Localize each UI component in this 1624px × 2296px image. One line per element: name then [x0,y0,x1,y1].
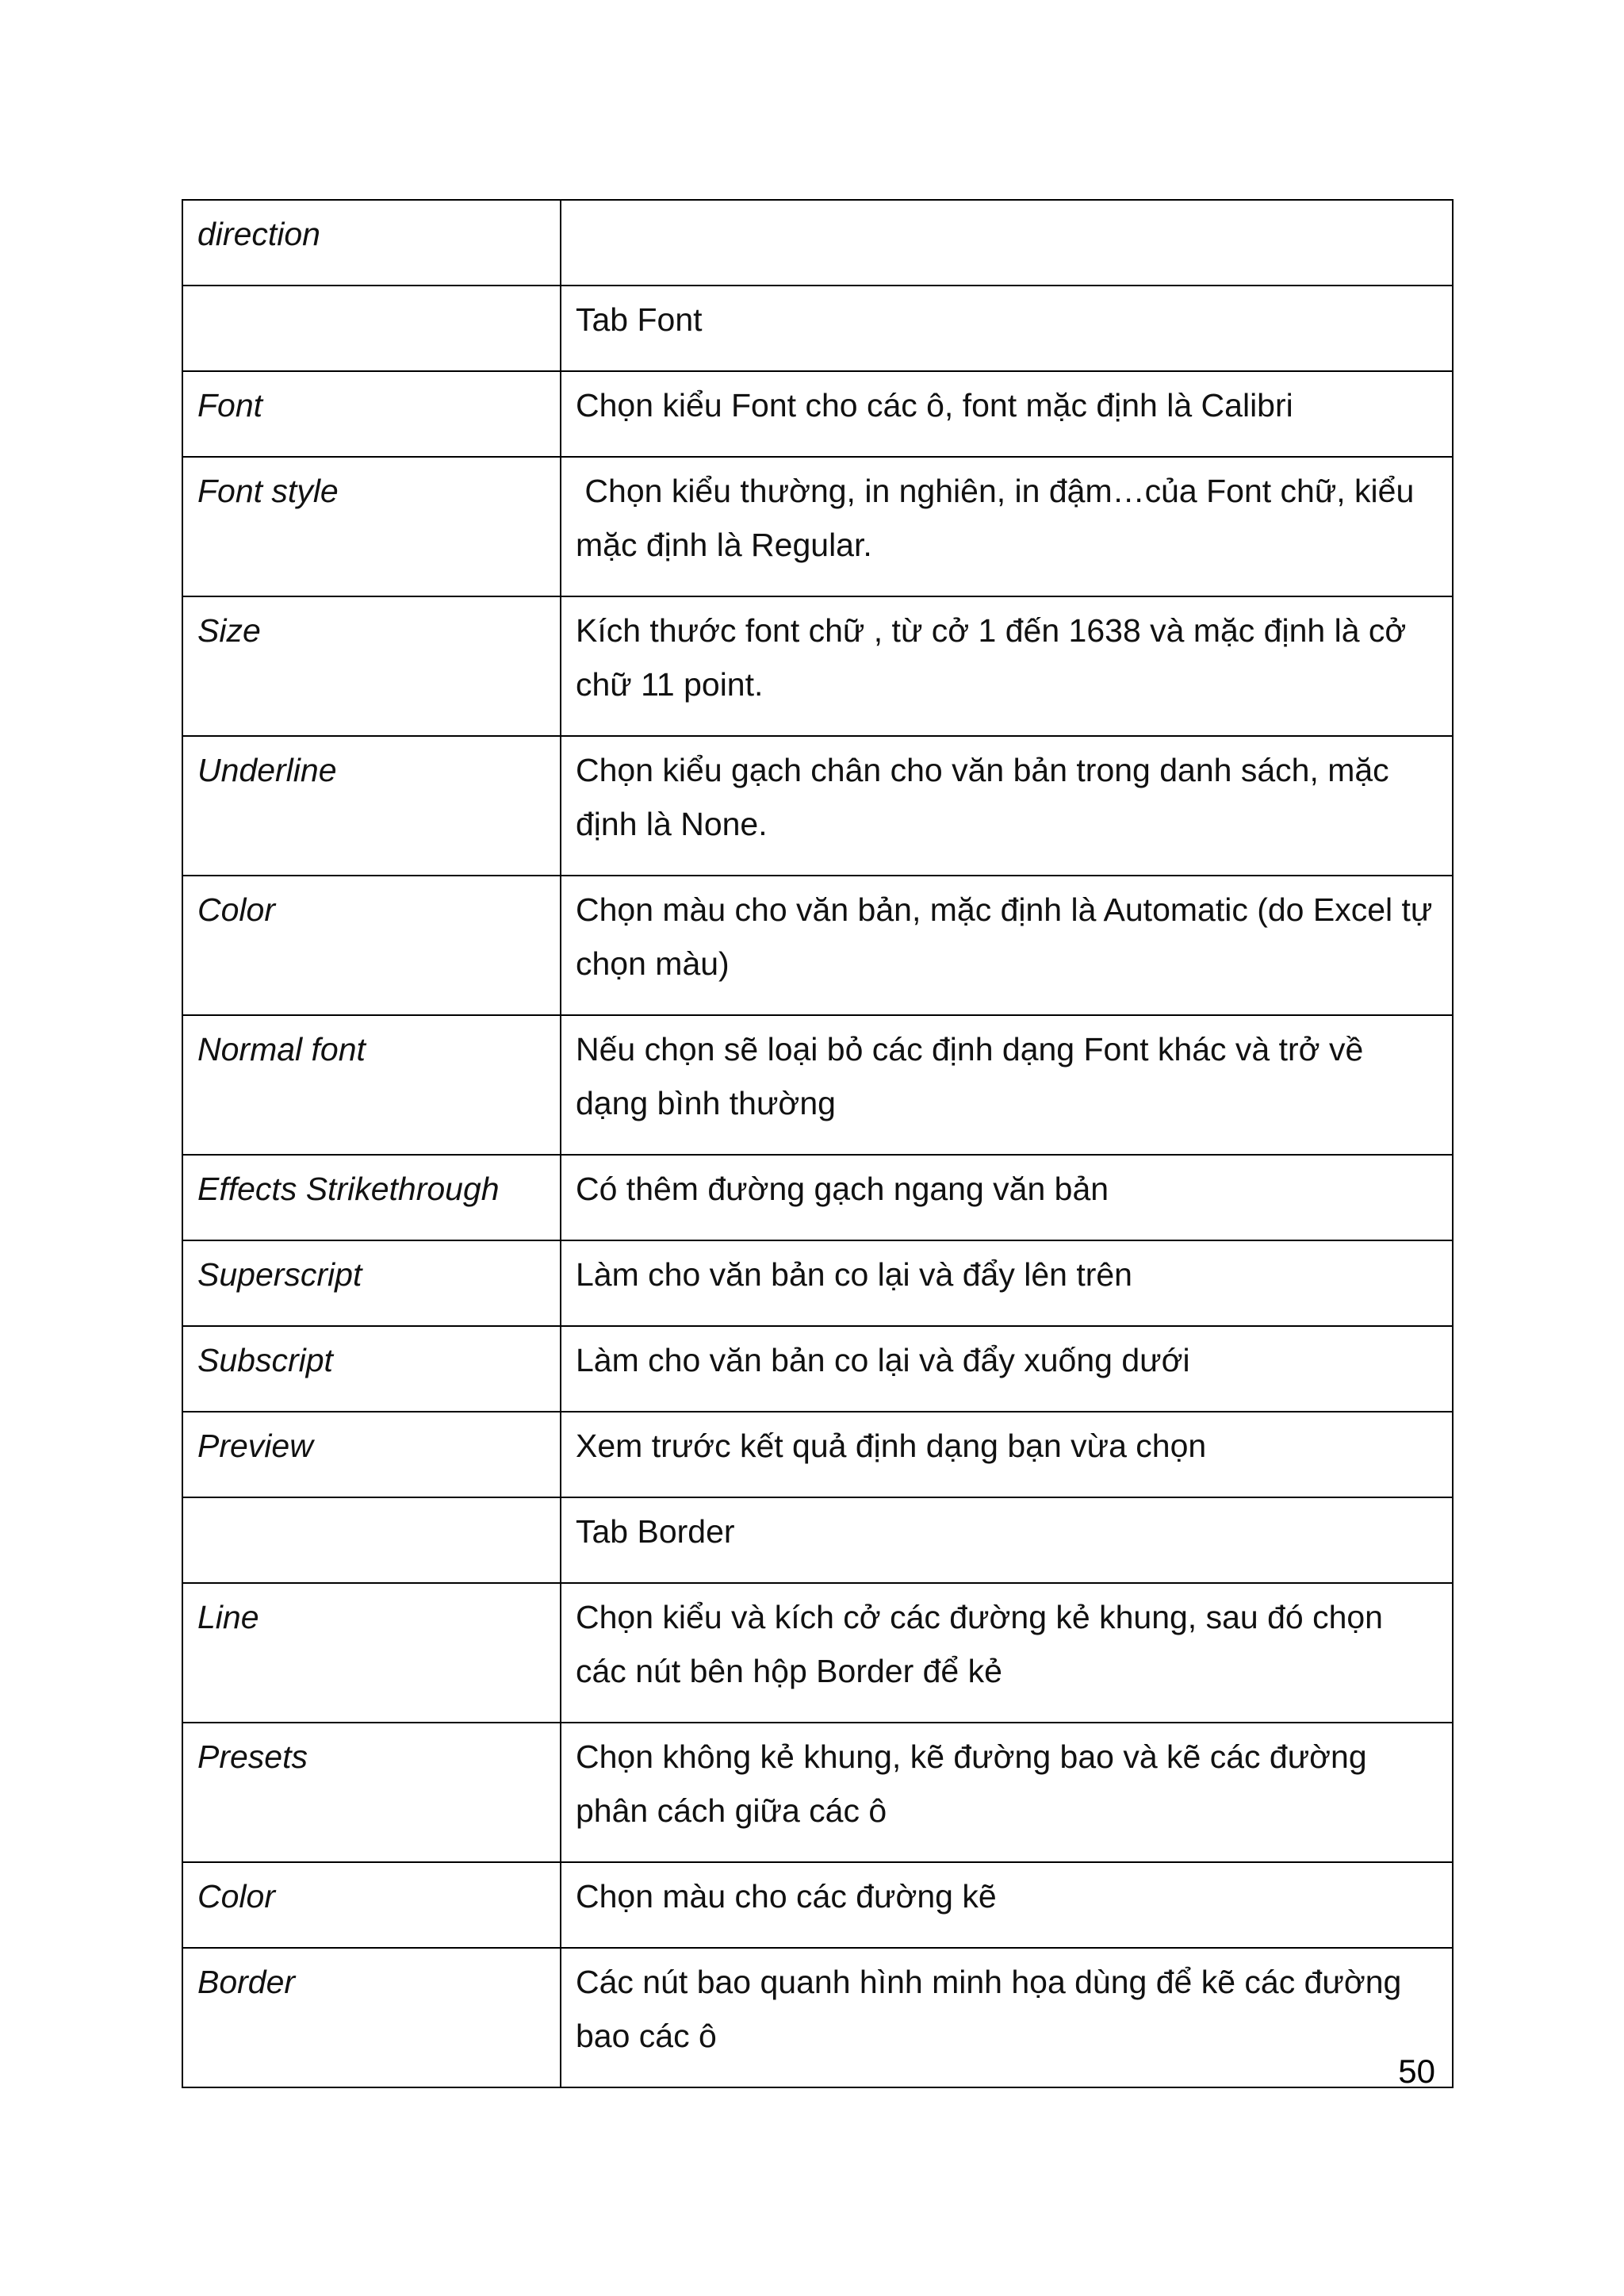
term-cell: Color [182,876,561,1015]
table-row [182,1583,1453,1723]
page-number: 50 [1398,2053,1435,2090]
table-row [182,1015,1453,1155]
table-row [182,1240,1453,1326]
description-cell [561,200,1453,286]
table-row [182,1326,1453,1412]
table-row [182,1412,1453,1497]
term-cell: Subscript [182,1326,561,1412]
description-cell: Xem trước kết quả định dạng bạn vừa chọn [561,1412,1453,1497]
description-cell: Kích thước font chữ , từ cở 1 đến 1638 và mặc định là cở chữ 11 point. [561,596,1453,736]
description-cell: Chọn màu cho văn bản, mặc định là Automatic (do Excel tự chọn màu) [561,876,1453,1015]
description-cell: Chọn kiểu và kích cở các đường kẻ khung, sau đó chọn các nút bên hộp Border để kẻ [561,1583,1453,1723]
table-row [182,286,1453,371]
description-cell: Chọn kiểu thường, in nghiên, in đậm…của Font chữ, kiểu mặc định là Regular. [561,457,1453,596]
description-cell: Làm cho văn bản co lại và đẩy lên trên [561,1240,1453,1326]
description-cell: Chọn không kẻ khung, kẽ đường bao và kẽ các đường phân cách giữa các ô [561,1723,1453,1862]
term-cell: Border [182,1948,561,2087]
description-cell: Chọn kiểu gạch chân cho văn bản trong danh sách, mặc định là None. [561,736,1453,876]
definitions-table [182,199,1454,2088]
term-cell: Font [182,371,561,457]
table-row [182,1862,1453,1948]
term-cell: Font style [182,457,561,596]
table-row [182,1497,1453,1583]
description-cell: Chọn màu cho các đường kẽ [561,1862,1453,1948]
table-row [182,1948,1453,2087]
term-cell: Color [182,1862,561,1948]
table-row [182,371,1453,457]
table-row [182,876,1453,1015]
section-heading-cell: Tab Font [561,286,1453,371]
table-row [182,736,1453,876]
term-cell: Preview [182,1412,561,1497]
section-heading-cell: Tab Border [561,1497,1453,1583]
table-row [182,457,1453,596]
definitions-table-body [182,200,1453,2087]
description-cell: Các nút bao quanh hình minh họa dùng để kẽ các đường bao các ô [561,1948,1453,2087]
table-row [182,1723,1453,1862]
description-cell: Có thêm đường gạch ngang văn bản [561,1155,1453,1240]
term-cell [182,1497,561,1583]
term-cell: Effects Strikethrough [182,1155,561,1240]
description-cell: Chọn kiểu Font cho các ô, font mặc định là Calibri [561,371,1453,457]
term-cell: Normal font [182,1015,561,1155]
term-cell: Size [182,596,561,736]
term-cell: Presets [182,1723,561,1862]
term-cell: Superscript [182,1240,561,1326]
table-row [182,1155,1453,1240]
term-cell: Underline [182,736,561,876]
table-row [182,596,1453,736]
description-cell: Làm cho văn bản co lại và đẩy xuống dưới [561,1326,1453,1412]
term-cell: Line [182,1583,561,1723]
table-row [182,200,1453,286]
term-cell [182,286,561,371]
term-cell: direction [182,200,561,286]
description-cell: Nếu chọn sẽ loại bỏ các định dạng Font khác và trở về dạng bình thường [561,1015,1453,1155]
